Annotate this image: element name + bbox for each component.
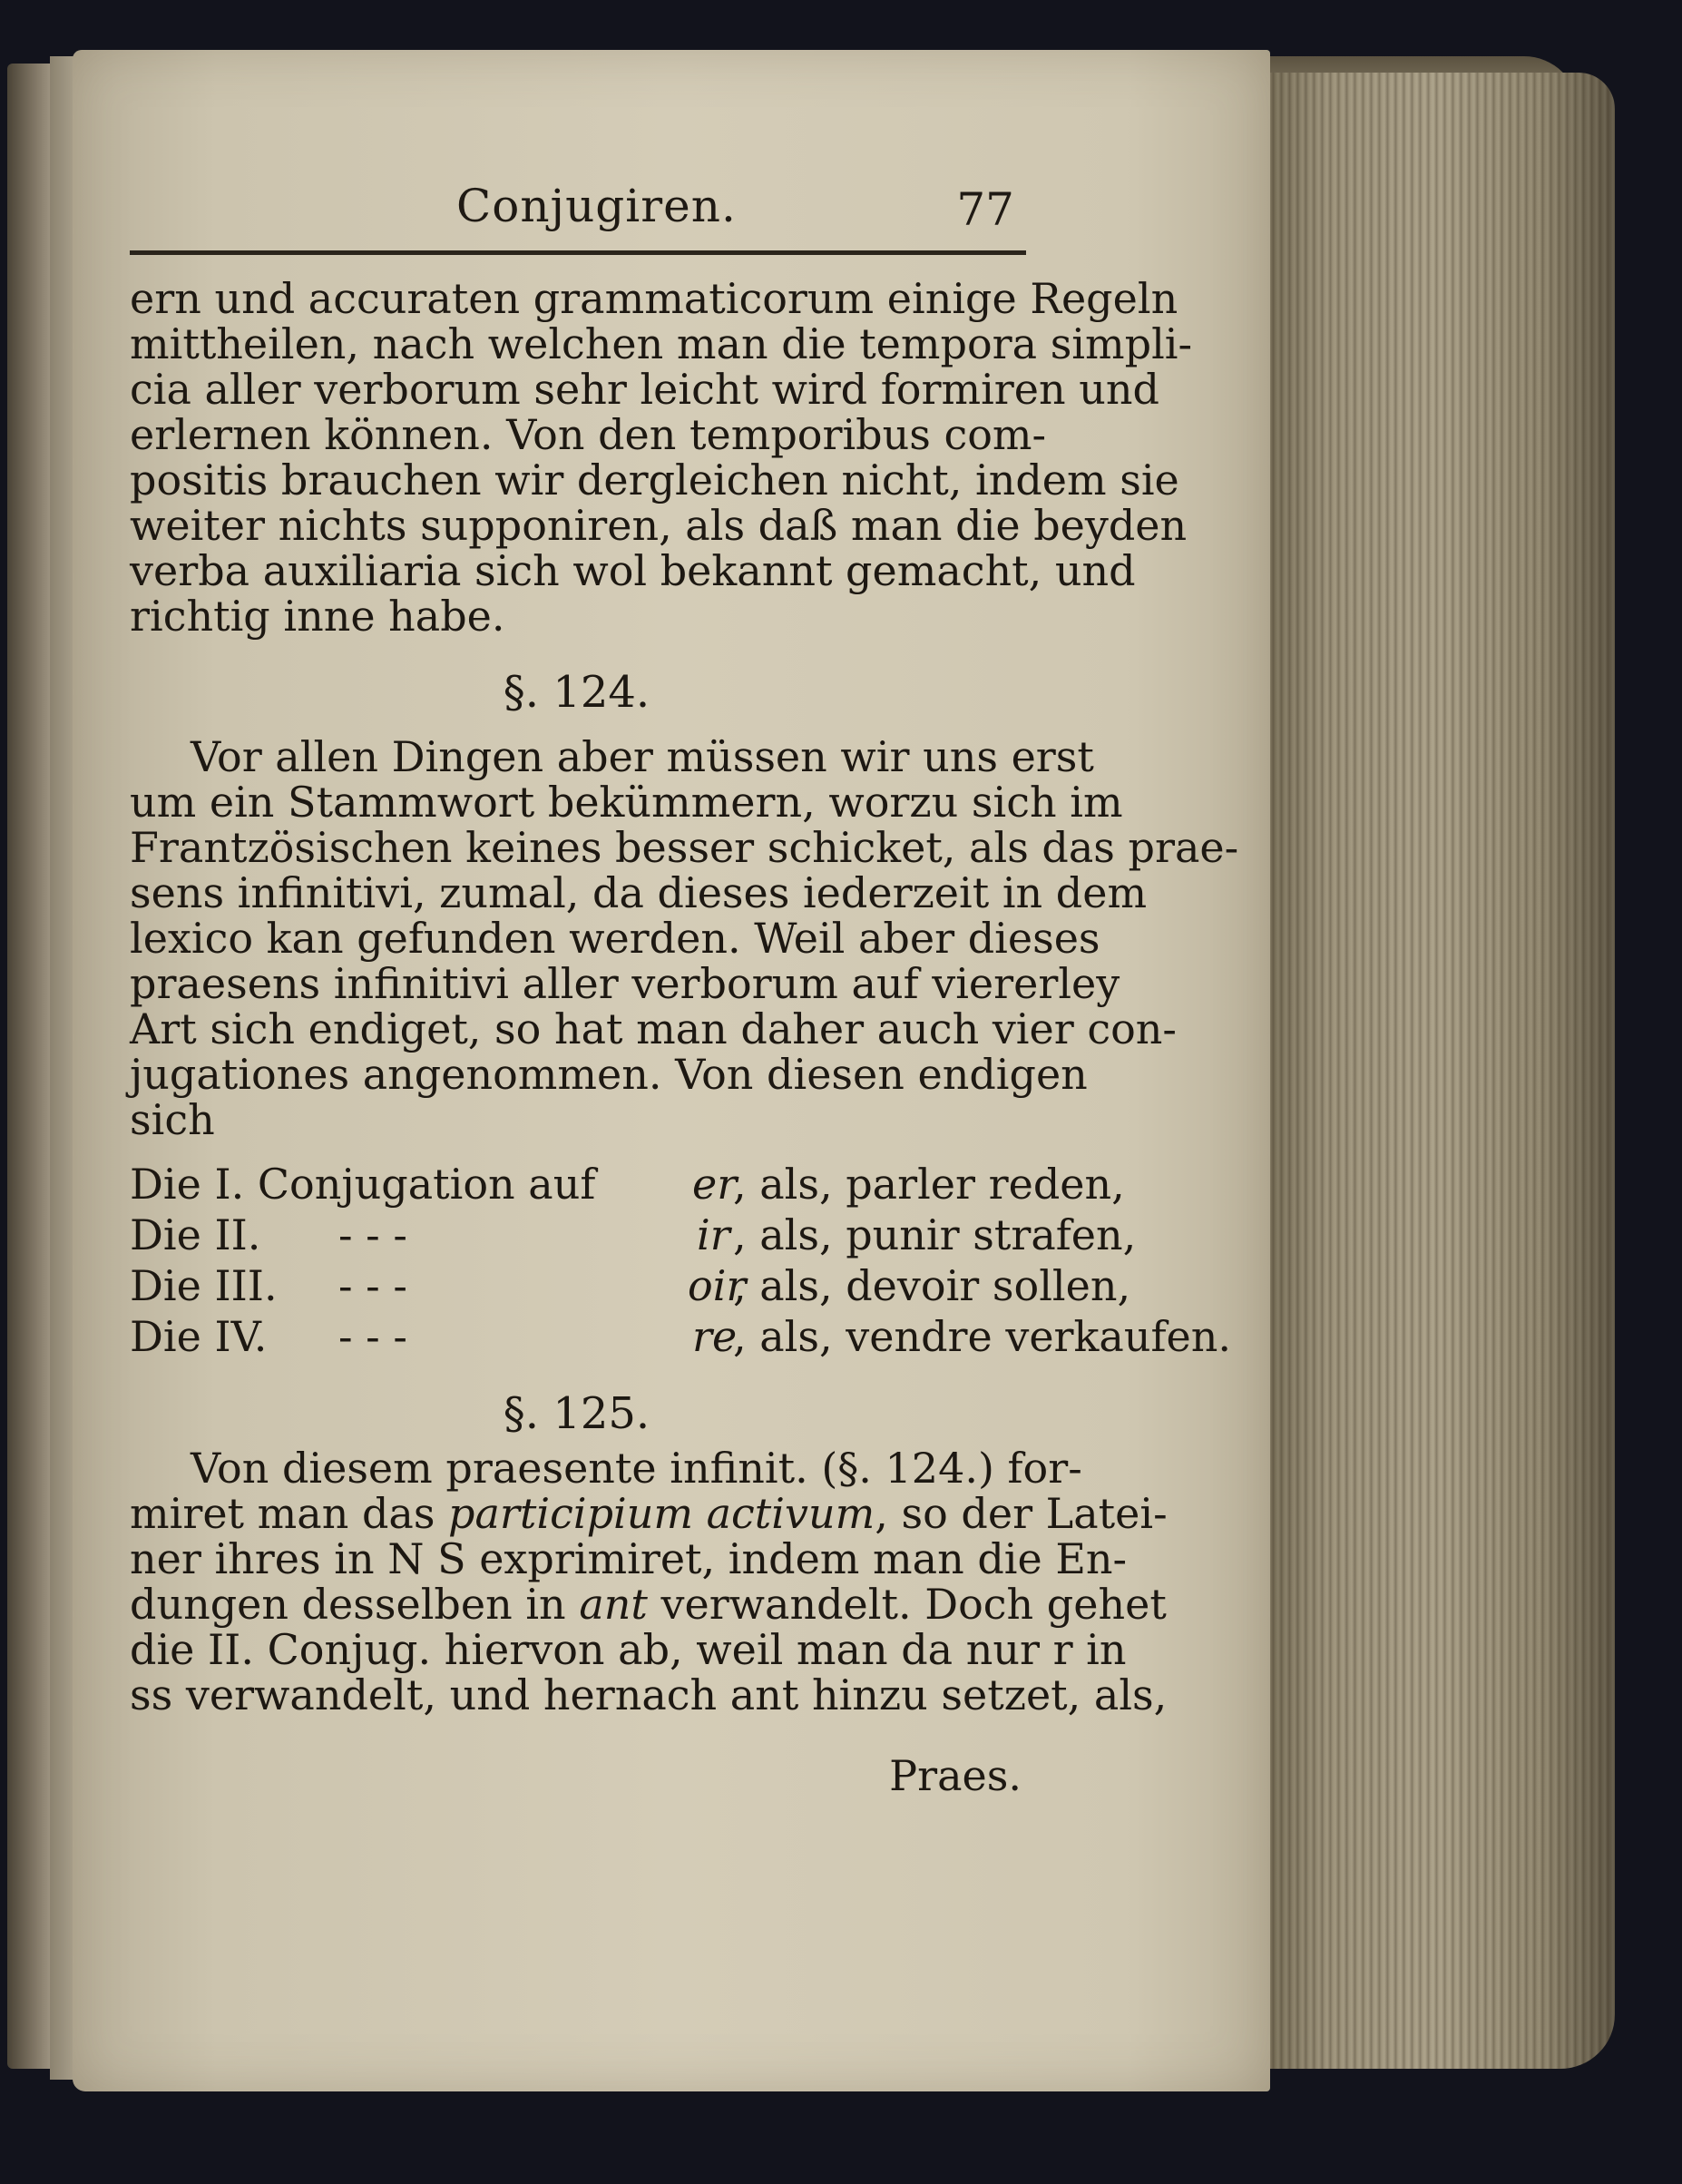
emphasized-term: participium activum xyxy=(448,1489,875,1538)
text-line: sich xyxy=(130,1095,215,1144)
text-line: lexico kan gefunden werden. Weil aber dieses xyxy=(130,914,1100,963)
conjugation-example: , als, parler reden, xyxy=(733,1160,1125,1209)
text-line: mittheilen, nach welchen man die tempora simpli- xyxy=(130,319,1193,368)
text-line: ner ihres in N S exprimiret, indem man die En- xyxy=(130,1534,1128,1583)
page-block-fore-edge xyxy=(1257,73,1615,2069)
text-line: Art sich endiget, so hat man daher auch vier con- xyxy=(130,1004,1177,1053)
text-line: Von diesem praesente infinit. (§. 124.) for- xyxy=(191,1444,1082,1493)
page-header xyxy=(130,172,1023,245)
page-number: 77 xyxy=(956,183,1014,236)
conjugation-row xyxy=(130,1160,1125,1210)
text-line: um ein Stammwort bekümmern, worzu sich im xyxy=(130,778,1123,827)
conjugation-row xyxy=(130,1210,1137,1261)
emphasized-term: ant xyxy=(579,1580,648,1629)
text-line: erlernen können. Von den temporibus com- xyxy=(130,410,1047,459)
conjugation-example: , als, devoir sollen, xyxy=(733,1261,1131,1310)
text-run: miret man das xyxy=(130,1489,449,1538)
text-line xyxy=(130,1489,1168,1538)
left-page-edge xyxy=(7,64,54,2069)
conjugation-dashes: - - - xyxy=(338,1312,407,1361)
conjugation-dashes: - - - xyxy=(338,1261,407,1310)
text-line: ern und accuraten grammaticorum einige Regeln xyxy=(130,274,1178,323)
text-run: verwandelt. Doch gehet xyxy=(647,1580,1167,1629)
conjugation-ending: ir xyxy=(697,1210,730,1259)
running-title: Conjugiren. xyxy=(456,180,737,232)
conjugation-label: Die I. Conjugation auf xyxy=(130,1160,596,1209)
conjugation-row xyxy=(130,1261,1131,1312)
section-heading-124: §. 124. xyxy=(503,667,650,718)
conjugation-ending: re xyxy=(692,1312,738,1361)
conjugation-label: Die II. xyxy=(130,1210,261,1259)
section-heading-125: §. 125. xyxy=(503,1388,650,1439)
conjugation-dashes: - - - xyxy=(338,1210,407,1259)
text-line: positis brauchen wir dergleichen nicht, indem sie xyxy=(130,455,1179,504)
text-run: dungen desselben in xyxy=(130,1580,580,1629)
conjugation-table xyxy=(130,1160,1231,1363)
text-line: Vor allen Dingen aber müssen wir uns erst xyxy=(191,732,1094,781)
conjugation-ending: er xyxy=(692,1160,738,1209)
conjugation-row xyxy=(130,1312,1231,1363)
header-rule xyxy=(130,250,1026,255)
text-line: cia aller verborum sehr leicht wird formiren und xyxy=(130,365,1159,414)
conjugation-example: , als, punir strafen, xyxy=(733,1210,1137,1259)
text-line: weiter nichts supponiren, als daß man die beyden xyxy=(130,501,1188,550)
conjugation-ending: oir xyxy=(688,1261,747,1310)
text-line: Frantzösischen keines besser schicket, als das prae- xyxy=(130,823,1239,872)
text-line: praesens infinitivi aller verborum auf viererley xyxy=(130,959,1120,1008)
text-line xyxy=(130,1580,1167,1629)
conjugation-label: Die III. xyxy=(130,1261,278,1310)
conjugation-example: , als, vendre verkaufen. xyxy=(733,1312,1231,1361)
conjugation-label: Die IV. xyxy=(130,1312,268,1361)
catchword: Praes. xyxy=(889,1751,1022,1800)
text-line: jugationes angenommen. Von diesen endigen xyxy=(130,1050,1088,1099)
text-line: verba auxiliaria sich wol bekannt gemacht, und xyxy=(130,546,1136,595)
text-line: ss verwandelt, und hernach ant hinzu setzet, als, xyxy=(130,1670,1168,1719)
text-line: richtig inne habe. xyxy=(130,592,505,641)
text-line: die II. Conjug. hiervon ab, weil man da nur r in xyxy=(130,1625,1127,1674)
text-run: , so der Latei- xyxy=(875,1489,1168,1538)
text-line: sens infinitivi, zumal, da dieses iederzeit in dem xyxy=(130,868,1148,917)
